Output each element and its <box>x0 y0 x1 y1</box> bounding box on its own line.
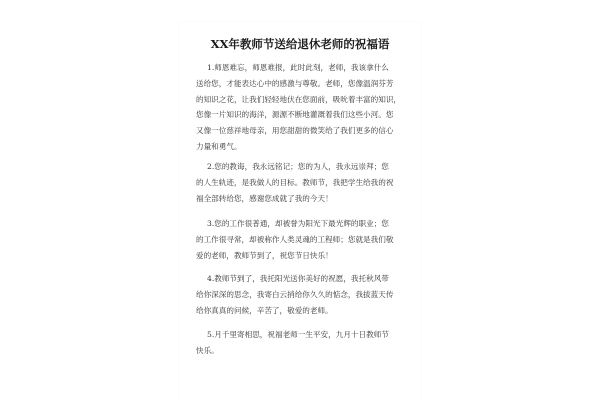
paragraph-5 <box>196 327 410 359</box>
paragraph-2 <box>196 159 410 206</box>
paragraph-line: 3.您的工作很普通，却被誉为阳光下最光辉的职业；您 <box>207 219 389 228</box>
document-title: XX年教师节送给退休老师的祝福语 <box>210 37 390 51</box>
paragraph-line: 给你深深的思念，我寄白云捎给你久久的惦念，我拔蓝天传 <box>196 289 394 299</box>
paragraph-line: 5.月千里寄相思，祝福老师一生平安，九月十日教师节 <box>207 330 389 339</box>
paragraph-line: 福全部转给您，感谢您成就了我的今天！ <box>196 193 333 203</box>
paragraph-line: 2.您的教诲，我永远铭记；您的为人，我永远崇拜；您 <box>207 162 389 171</box>
paragraph-3 <box>196 216 410 263</box>
paragraph-line: 送给您，才能表达心中的感激与尊敬。老师，您像温润芬芳 <box>196 78 394 88</box>
paragraph-line: 力量和勇气。 <box>196 141 242 151</box>
paragraph-4 <box>196 271 410 318</box>
paragraph-line: 的知识之花，让我们轻轻地伏在您面前，吸吮着丰富的知识， <box>196 94 402 104</box>
paragraph-line: 的工作很寻常，却被称作人类灵魂的工程师；您就是我们敬 <box>196 234 394 244</box>
paragraph-line: 快乐。 <box>196 345 219 355</box>
paragraph-line: 1.师恩难忘，师恩难报，此时此刻，老师，我该拿什么 <box>207 63 389 72</box>
paragraph-line: 您像一片知识的海洋，源源不断地灌溉着我们这些小河。您 <box>196 110 394 120</box>
document-page <box>180 22 420 400</box>
paragraph-1 <box>196 60 410 155</box>
paragraph-line: 又像一位慈祥地母亲，用您甜甜的微笑给了我们更多的信心 <box>196 126 394 136</box>
paragraph-line: 4.教师节到了，我托阳光送你美好的祝愿，我托秋风带 <box>207 274 389 283</box>
paragraph-line: 爱的老师，教师节到了，祝您节日快乐！ <box>196 250 333 260</box>
paragraph-line: 给你真真的问候，辛苦了，敬爱的老师。 <box>196 305 333 315</box>
paragraph-line: 的人生轨迹，是我做人的目标。教师节，我把学生给我的祝 <box>196 177 394 187</box>
